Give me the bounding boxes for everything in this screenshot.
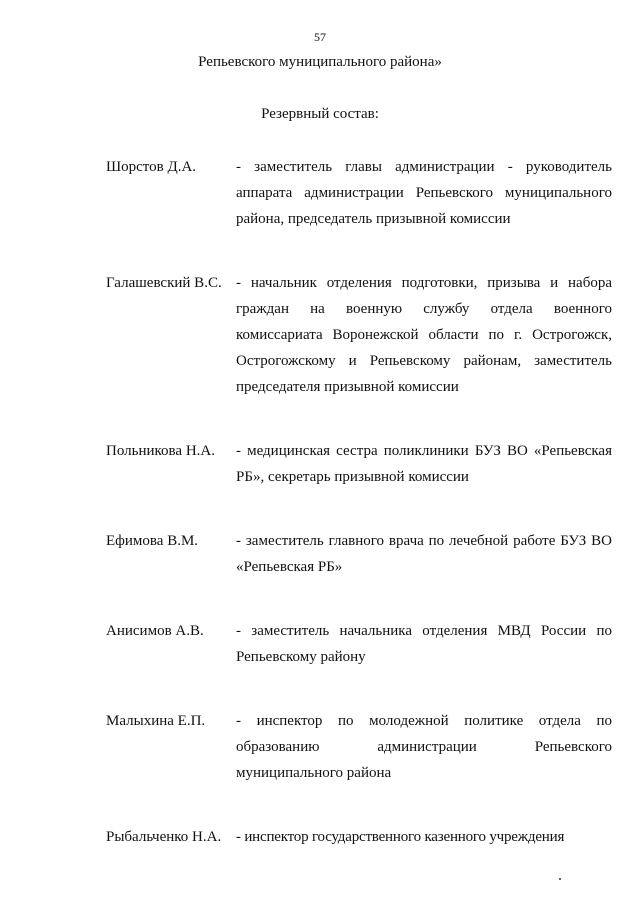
roster-entry: [106, 154, 612, 232]
scan-mark: [559, 878, 561, 880]
member-name: Польникова Н.А.: [106, 443, 215, 459]
member-role: - инспектор государственного казенного учреждения: [236, 829, 565, 845]
roster-entry: [106, 528, 612, 580]
roster-entry: [106, 824, 612, 850]
member-name: Анисимов А.В.: [106, 623, 204, 639]
member-name: Шорстов Д.А.: [106, 159, 197, 175]
member-role: - заместитель главного врача по лечебной работе БУЗ ВО «Репьевская РБ»: [236, 533, 612, 575]
page-number: 57: [314, 30, 326, 44]
member-role: - заместитель главы администрации - руководитель аппарата администрации Репьевского муниципального района, председатель призывной комиссии: [236, 159, 612, 227]
member-role: - начальник отделения подготовки, призыва и набора граждан на военную службу отдела военного комиссариата Воронежской области по г. Острогожск, Острогожскому и Репьевскому районам, заместитель председателя призывной комиссии: [236, 275, 612, 395]
section-title: Резервный состав:: [261, 106, 379, 122]
member-name: Ефимова В.М.: [106, 533, 199, 549]
roster-entry: [106, 270, 612, 400]
document-heading: Репьевского муниципального района»: [198, 54, 442, 70]
member-role: - инспектор по молодежной политике отдела по образованию администрации Репьевского муниципального района: [236, 713, 612, 781]
member-role: - заместитель начальника отделения МВД России по Репьевскому району: [236, 623, 612, 665]
roster-entry: [106, 438, 612, 490]
reserve-roster: [106, 154, 612, 850]
member-name: Рыбальченко Н.А.: [106, 829, 222, 845]
roster-entry: [106, 708, 612, 786]
member-name: Малыхина Е.П.: [106, 713, 206, 729]
member-role: - медицинская сестра поликлиники БУЗ ВО «Репьевская РБ», секретарь призывной комиссии: [236, 443, 612, 485]
roster-entry: [106, 618, 612, 670]
member-name: Галашевский В.С.: [106, 275, 222, 291]
